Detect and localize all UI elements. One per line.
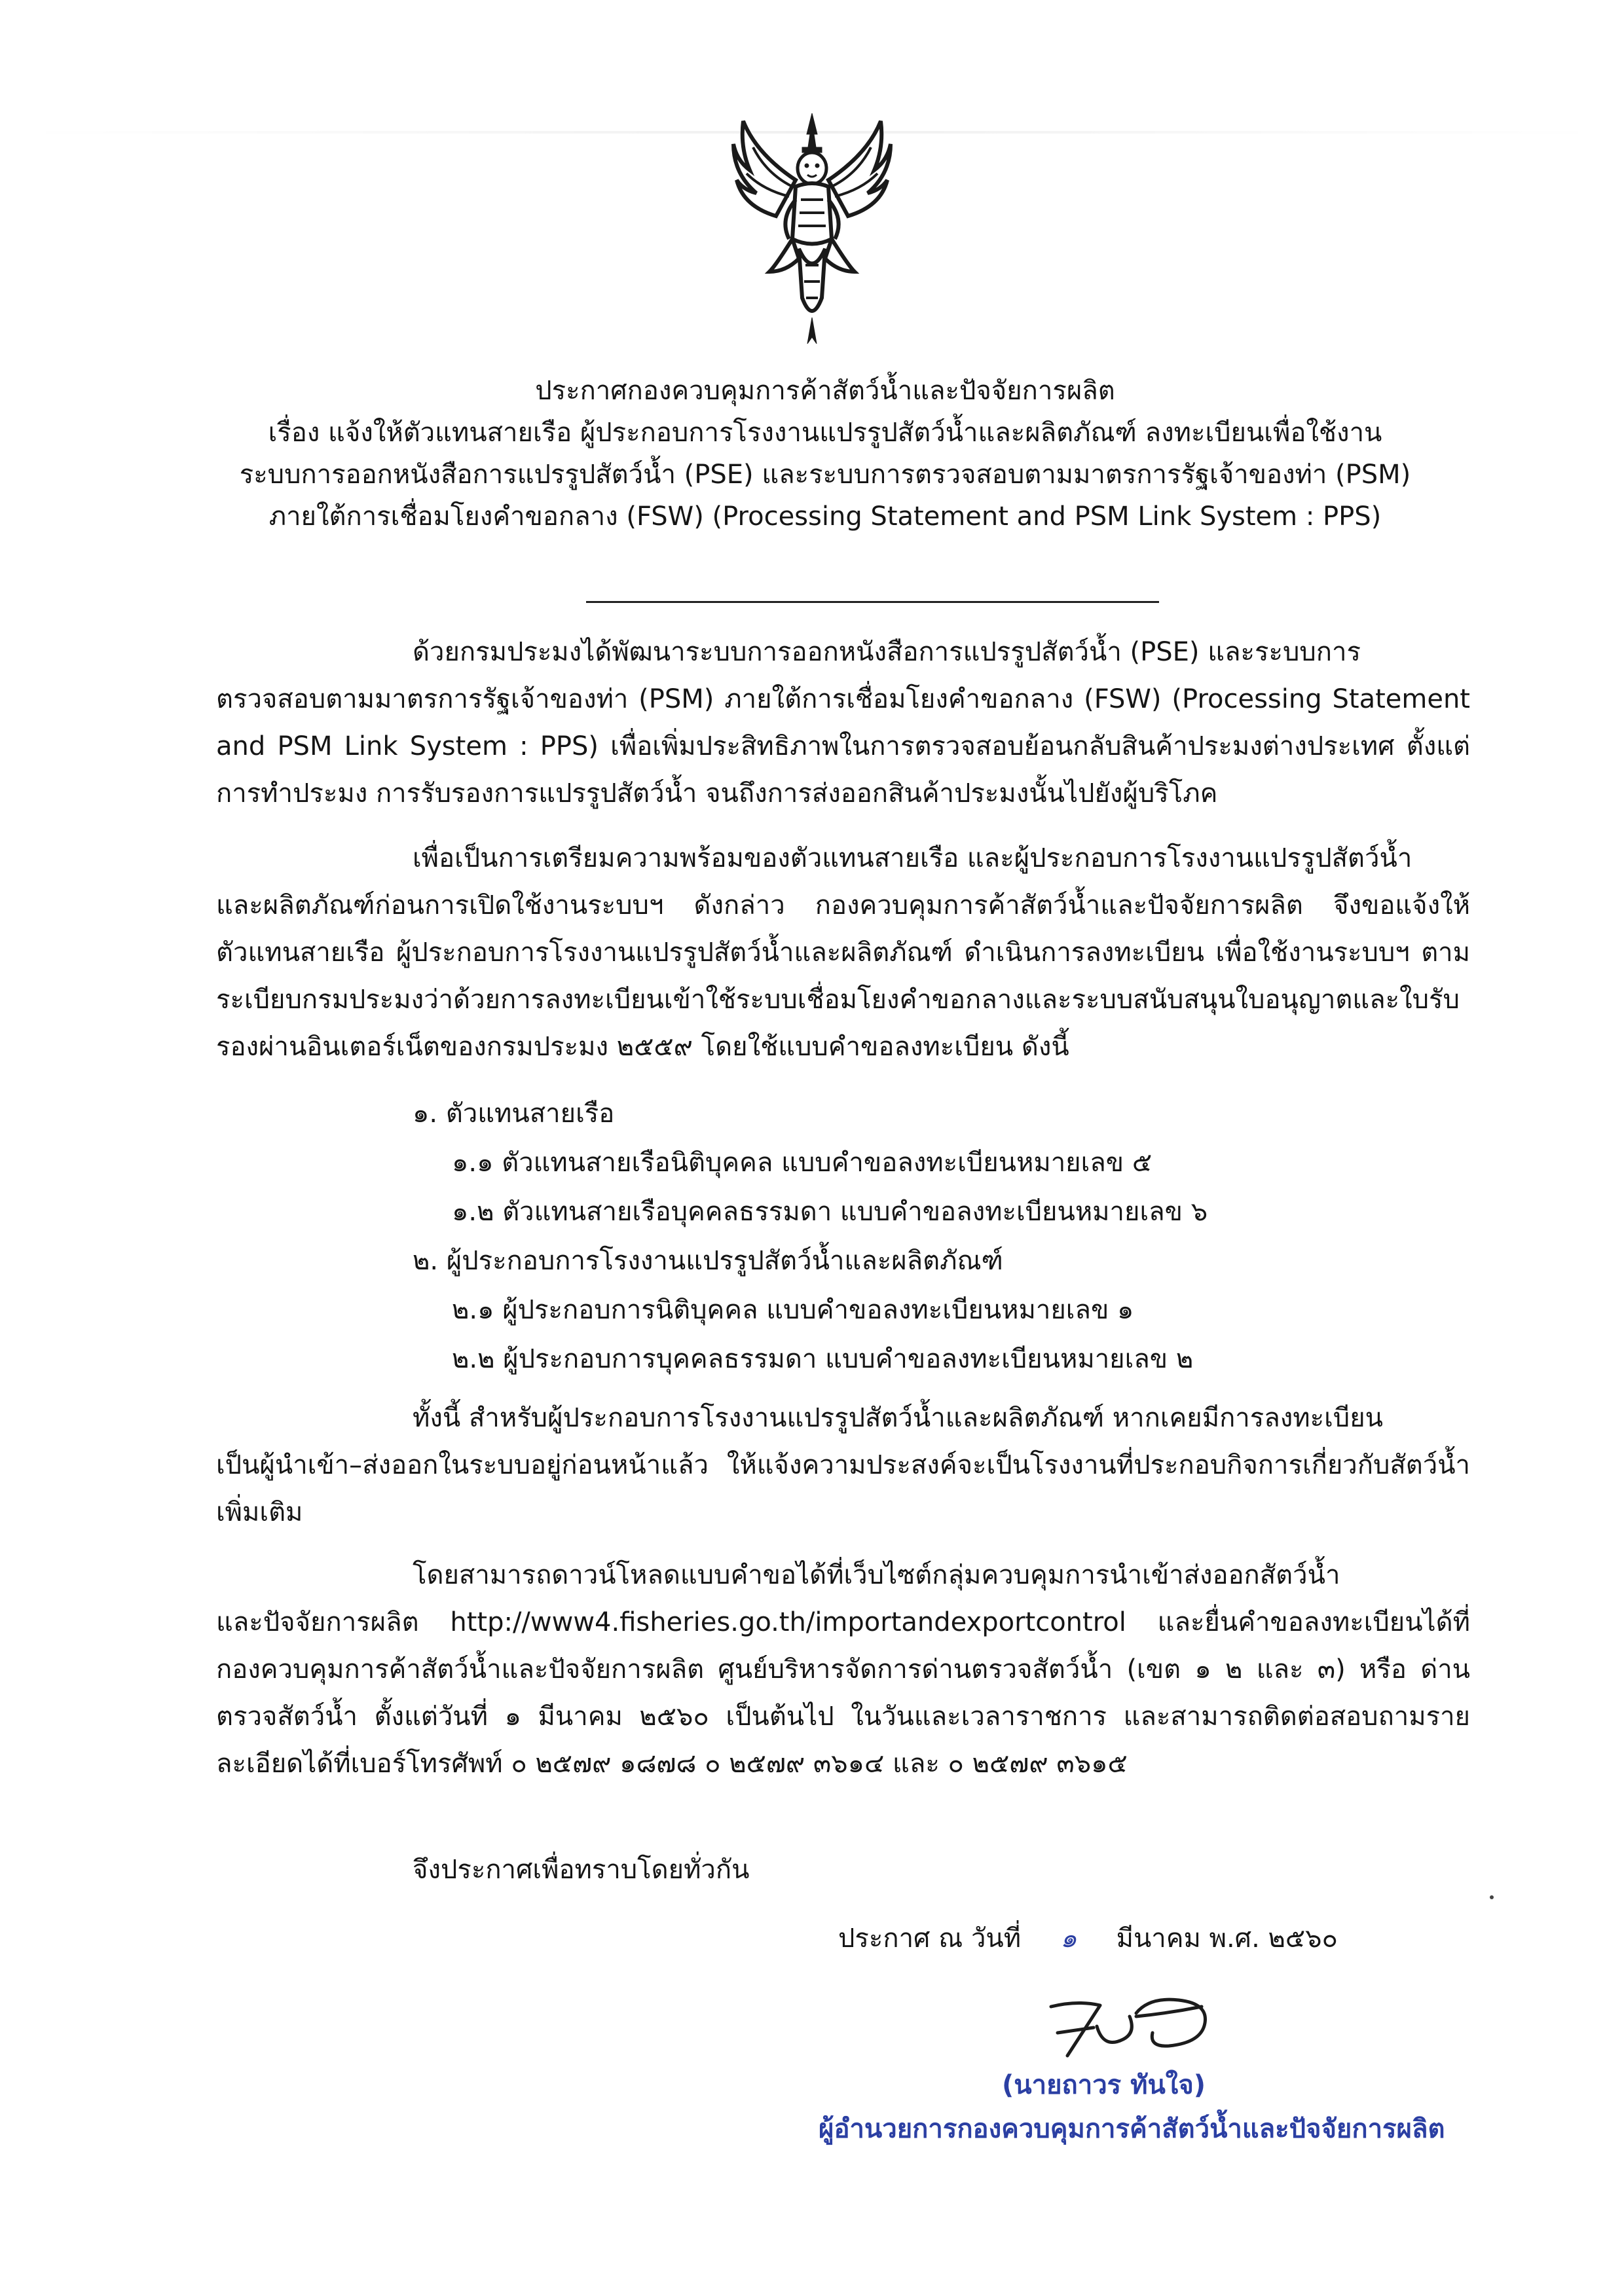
announcement-subject-line-2: ระบบการออกหนังสือการแปรรูปสัตว์น้ำ (PSE) และระบบการตรวจสอบตามมาตรการรัฐเจ้าของท่า (PSM) bbox=[239, 460, 1411, 490]
announcement-date bbox=[838, 1915, 1338, 1962]
paragraph-existing-first-line: ทั้งนี้ สำหรับผู้ประกอบการโรงงานแปรรูปสัตว์น้ำและผลิตภัณฑ์ หากเคยมีการลงทะเบียน bbox=[413, 1403, 1383, 1433]
scan-speck bbox=[1490, 1895, 1494, 1899]
paragraph-preparation-rest: และผลิตภัณฑ์ก่อนการเปิดใช้งานระบบฯ ดังกล่าว กองควบคุมการค้าสัตว์น้ำและปัจจัยการผลิต จึงขอแจ้งให้ตัวแทนสายเรือ ผู้ประกอบการโรงงานแปรรูปสัตว์น้ำและผลิตภัณฑ์ ดำเนินการลงทะเบียน เพื่อใช้งานระบบฯ ตามระเบียบกรมประมงว่าด้วยการลงทะเบียนเข้าใช้ระบบเชื่อมโยงคำขอกลางและระบบสนับสนุนใบอนุญาตและใบรับรองผ่านอินเตอร์เน็ตของกรมประมง ๒๕๕๙ โดยใช้แบบคำขอลงทะเบียน ดังนี้ bbox=[216, 890, 1470, 1062]
paragraph-download-contact bbox=[216, 1552, 1470, 1787]
list-item-processing-plant-individual: ๒.๒ ผู้ประกอบการบุคคลธรรมดา แบบคำขอลงทะเบียนหมายเลข ๒ bbox=[452, 1344, 1194, 1374]
announcement-subject-line-3: ภายใต้การเชื่อมโยงคำขอกลาง (FSW) (Processing Statement and PSM Link System : PPS) bbox=[268, 501, 1382, 532]
header-divider bbox=[586, 601, 1159, 603]
paragraph-intro-rest: ตรวจสอบตามมาตรการรัฐเจ้าของท่า (PSM) ภายใต้การเชื่อมโยงคำขอกลาง (FSW) (Processing Statement and PSM Link System : PPS) เพื่อเพิ่มประสิทธิภาพในการตรวจสอบย้อนกลับสินค้าประมงต่างประเทศ ตั้งแต่การทำประมง การรับรองการแปรรูปสัตว์น้ำ จนถึงการส่งออกสินค้าประมงนั้นไปยังผู้บริโภค bbox=[216, 684, 1470, 809]
closing-statement: จึงประกาศเพื่อทราบโดยทั่วกัน bbox=[413, 1855, 750, 1885]
paragraph-existing-rest: เป็นผู้นำเข้า–ส่งออกในระบบอยู่ก่อนหน้าแล้ว ให้แจ้งความประสงค์จะเป็นโรงงานที่ประกอบกิจการเกี่ยวกับสัตว์น้ำเพิ่มเติม bbox=[216, 1450, 1470, 1527]
date-suffix: มีนาคม พ.ศ. ๒๕๖๐ bbox=[1116, 1923, 1338, 1954]
date-prefix: ประกาศ ณ วันที่ bbox=[838, 1923, 1022, 1954]
handwritten-signature bbox=[1038, 1987, 1234, 2066]
date-day-handwritten: ๑ bbox=[1060, 1923, 1077, 1954]
paragraph-intro bbox=[216, 629, 1470, 817]
announcement-header bbox=[216, 370, 1434, 538]
list-item-shipping-agent-individual: ๑.๒ ตัวแทนสายเรือบุคคลธรรมดา แบบคำขอลงทะเบียนหมายเลข ๖ bbox=[452, 1197, 1208, 1227]
paragraph-download-first-line: โดยสามารถดาวน์โหลดแบบคำขอได้ที่เว็บไซต์กลุ่มควบคุมการนำเข้าส่งออกสัตว์น้ำ bbox=[413, 1560, 1340, 1590]
garuda-emblem-icon bbox=[730, 108, 894, 347]
signer-title: ผู้อำนวยการกองควบคุมการค้าสัตว์น้ำและปัจจัยการผลิต bbox=[819, 2114, 1445, 2144]
list-item-processing-plant: ๒. ผู้ประกอบการโรงงานแปรรูปสัตว์น้ำและผลิตภัณฑ์ bbox=[413, 1246, 1003, 1276]
announcement-issuer: ประกาศกองควบคุมการค้าสัตว์น้ำและปัจจัยการผลิต bbox=[535, 376, 1115, 406]
paragraph-download-rest: และปัจจัยการผลิต http://www4.fisheries.go.th/importandexportcontrol และยื่นคำขอลงทะเบียนได้ที่ กองควบคุมการค้าสัตว์น้ำและปัจจัยการผลิต ศูนย์บริหารจัดการด่านตรวจสัตว์น้ำ (เขต ๑ ๒ และ ๓) หรือ ด่านตรวจสัตว์น้ำ ตั้งแต่วันที่ ๑ มีนาคม ๒๕๖๐ เป็นต้นไป ในวันและเวลาราชการ และสามารถติดต่อสอบถามรายละเอียดได้ที่เบอร์โทรศัพท์ ๐ ๒๕๗๙ ๑๘๗๘ ๐ ๒๕๗๙ ๓๖๑๔ และ ๐ ๒๕๗๙ ๓๖๑๕ bbox=[216, 1607, 1470, 1779]
paragraph-preparation-first-line: เพื่อเป็นการเตรียมความพร้อมของตัวแทนสายเรือ และผู้ประกอบการโรงงานแปรรูปสัตว์น้ำ bbox=[413, 843, 1412, 873]
announcement-subject-line-1: เรื่อง แจ้งให้ตัวแทนสายเรือ ผู้ประกอบการโรงงานแปรรูปสัตว์น้ำและผลิตภัณฑ์ ลงทะเบียนเพื่อใช้งาน bbox=[268, 418, 1382, 448]
signer-name: (นายถาวร ทันใจ) bbox=[1002, 2070, 1206, 2100]
list-item-shipping-agent-juristic: ๑.๑ ตัวแทนสายเรือนิติบุคคล แบบคำขอลงทะเบียนหมายเลข ๕ bbox=[452, 1148, 1153, 1178]
list-item-shipping-agent: ๑. ตัวแทนสายเรือ bbox=[413, 1099, 615, 1129]
paragraph-preparation bbox=[216, 835, 1470, 1070]
paragraph-intro-first-line: ด้วยกรมประมงได้พัฒนาระบบการออกหนังสือการแปรรูปสัตว์น้ำ (PSE) และระบบการ bbox=[413, 637, 1361, 667]
paragraph-existing-registrants bbox=[216, 1394, 1470, 1536]
list-item-processing-plant-juristic: ๒.๑ ผู้ประกอบการนิติบุคคล แบบคำขอลงทะเบียนหมายเลข ๑ bbox=[452, 1295, 1134, 1325]
